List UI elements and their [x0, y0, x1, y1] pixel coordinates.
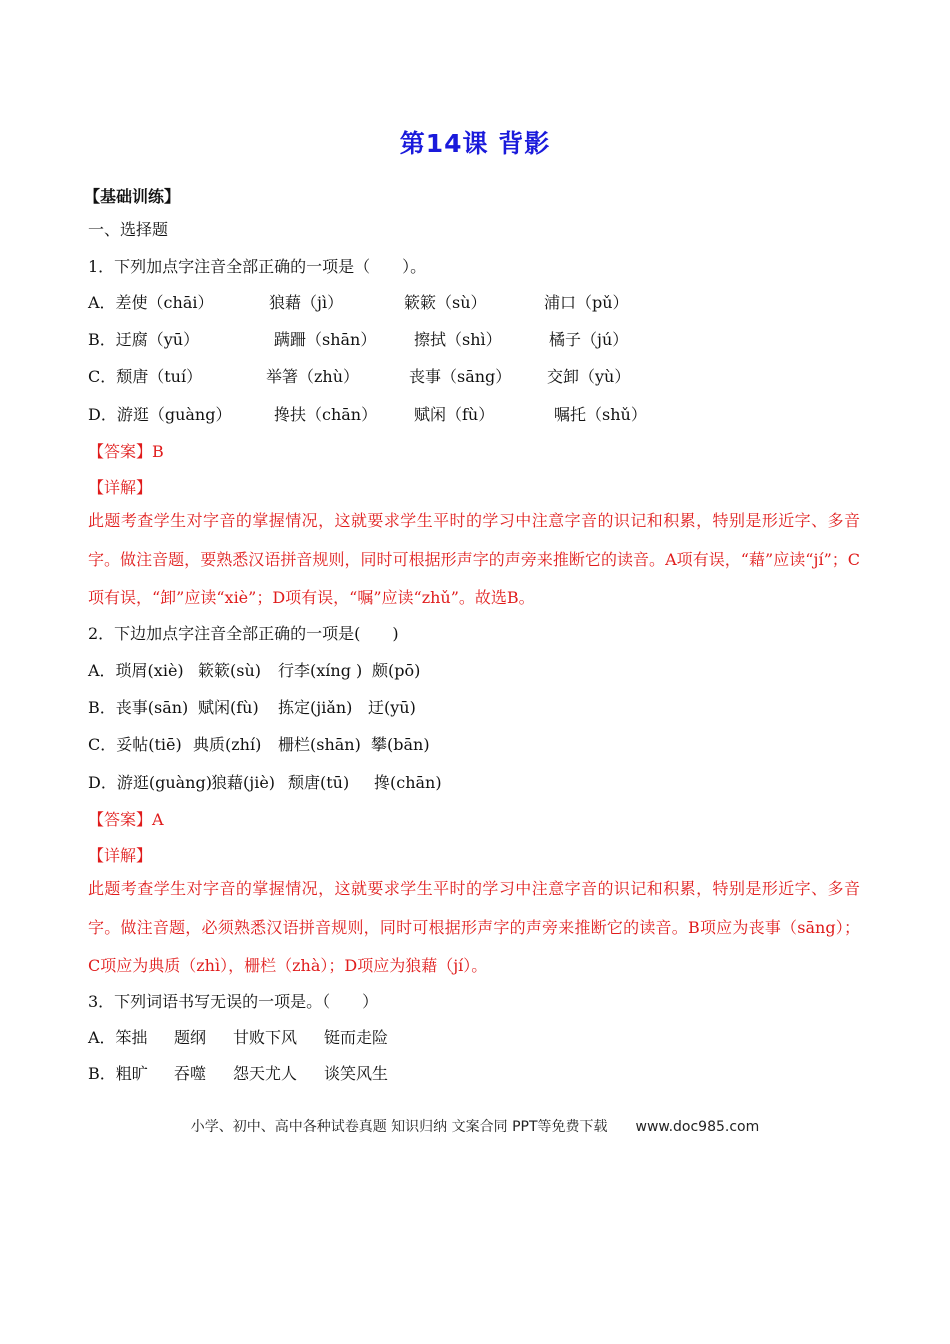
option-item: 交卸（yù）	[547, 367, 631, 386]
option-item: D．游逛(guàng)	[88, 773, 212, 792]
option-item: 擦拭（shì）	[414, 330, 502, 349]
question-2-answer: 【答案】A	[88, 810, 164, 829]
option-item: 颓唐(tū)	[288, 773, 350, 792]
question-2-explanation: 此题考查学生对字音的掌握情况，这就要求学生平时的学习中注意字音的识记和积累，特别是形近字、多音字。做注音题，必须熟悉汉语拼音规则，同时可根据形声字的声旁来推断它的读音。B项应为丧事（sāng）；C项应为典质（zhì），栅栏（zhà）；D项应为狼藉（jí）。	[88, 879, 860, 975]
option-item: 行李(xíng )	[278, 661, 363, 680]
option-item: 铤而走险	[324, 1028, 389, 1047]
page-footer: 小学、初中、高中各种试卷真题 知识归纳 文案合同 PPT等免费下载 www.doc985.com	[190, 1119, 760, 1135]
option-item: B．迂腐（yū）	[88, 330, 200, 349]
option-item: 丧事（sāng）	[409, 367, 512, 386]
option-item: 狼藉（jì）	[269, 293, 344, 312]
option-item: A．差使（chāi）	[88, 293, 214, 312]
option-item: 橘子（jú）	[549, 330, 629, 349]
option-item: 甘败下风	[233, 1028, 298, 1047]
option-item: 赋闲(fù)	[198, 698, 259, 717]
option-item: 颇(pō)	[372, 661, 421, 680]
option-item: 簌簌（sù）	[404, 293, 487, 312]
option-item: C．颓唐（tuí）	[88, 367, 203, 386]
option-item: 举箸（zhù）	[266, 367, 360, 386]
option-item: 嘱托（shǔ）	[554, 405, 647, 424]
option-item: B．粗旷	[88, 1064, 148, 1083]
option-item: 吞噬	[174, 1064, 207, 1083]
question-2-detail-label: 【详解】	[88, 846, 153, 865]
option-item: C．妥帖(tiē)	[88, 735, 182, 754]
option-item: B．丧事(sān)	[88, 698, 189, 717]
option-item: A．琐屑(xiè)	[88, 661, 184, 680]
option-item: 拣定(jiǎn)	[278, 698, 353, 717]
question-1-stem: 1．下列加点字注音全部正确的一项是（ ）。	[88, 257, 427, 276]
part-heading: 一、选择题	[88, 220, 169, 239]
option-item: 谈笑风生	[324, 1064, 389, 1083]
question-1-explanation: 此题考查学生对字音的掌握情况，这就要求学生平时的学习中注意字音的识记和积累，特别是形近字、多音字。做注音题，要熟悉汉语拼音规则，同时可根据形声字的声旁来推断它的读音。A项有误，“藉”应读“jí”；C项有误，“卸”应读“xiè”；D项有误，“嘱”应读“zhǔ”。故选B。	[88, 511, 860, 607]
option-item: 搀(chān)	[374, 773, 442, 792]
option-item: 攀(bān)	[371, 735, 430, 754]
option-item: 簌簌(sù)	[198, 661, 262, 680]
option-item: D．游逛（guàng）	[88, 405, 232, 424]
option-item: 题纲	[174, 1028, 207, 1047]
option-item: 怨天尤人	[233, 1064, 298, 1083]
option-item: 浦口（pǔ）	[544, 293, 629, 312]
option-item: A．笨拙	[88, 1028, 148, 1047]
question-1-answer: 【答案】B	[88, 442, 164, 461]
question-3-stem: 3．下列词语书写无误的一项是。（ ）	[88, 992, 379, 1011]
question-1-detail-label: 【详解】	[88, 478, 153, 497]
lesson-title: 第14课 背影	[399, 129, 551, 158]
section-heading: 【基础训练】	[84, 187, 181, 206]
option-item: 典质(zhí)	[193, 735, 262, 754]
option-item: 赋闲（fù）	[414, 405, 495, 424]
option-item: 狼藉(jiè)	[211, 773, 276, 792]
option-item: 迂(yū)	[368, 698, 416, 717]
option-item: 搀扶（chān）	[274, 405, 378, 424]
option-item: 栅栏(shān)	[278, 735, 361, 754]
question-2-stem: 2．下边加点字注音全部正确的一项是( )	[88, 624, 399, 643]
option-item: 蹒跚（shān）	[274, 330, 377, 349]
